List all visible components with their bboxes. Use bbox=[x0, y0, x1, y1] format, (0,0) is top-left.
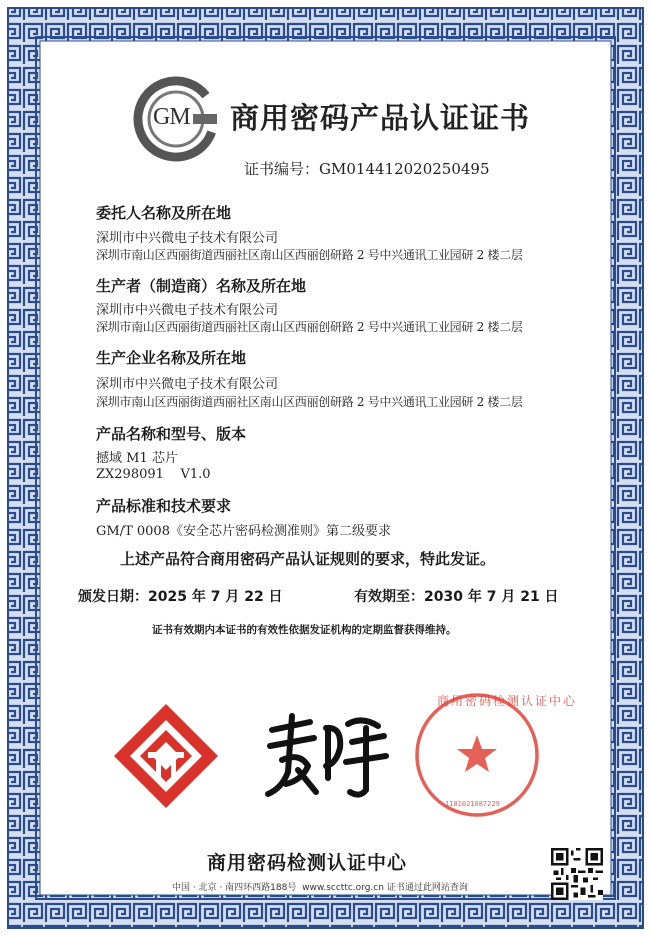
seal-text: 商用密码检测认证中心 bbox=[437, 694, 578, 708]
issue-date bbox=[78, 586, 283, 606]
standard-requirement: GM/T 0008《安全芯片密码检测准则》第二级要求 bbox=[96, 524, 391, 539]
product-name: 撼域 M1 芯片 bbox=[96, 451, 178, 466]
issuer-address: 中国 · 北京 · 南四环西路188号 bbox=[172, 883, 297, 893]
factory-address: 深圳市南山区西丽街道西丽社区南山区西丽创研路 2 号中兴通讯工业园研 2 楼二层 bbox=[96, 395, 523, 409]
client-address: 深圳市南山区西丽街道西丽社区南山区西丽创研路 2 号中兴通讯工业园研 2 楼二层 bbox=[96, 248, 523, 262]
factory-name: 深圳市中兴微电子技术有限公司 bbox=[96, 377, 279, 392]
issue-date-value: 2025 年 7 月 22 日 bbox=[148, 589, 283, 605]
expiry-date bbox=[354, 586, 559, 606]
conformity-statement: 上述产品符合商用密码产品认证规则的要求，特此发证。 bbox=[120, 550, 496, 568]
client-heading: 委托人名称及所在地 bbox=[96, 204, 232, 222]
product-heading: 产品名称和型号、版本 bbox=[96, 425, 247, 443]
seal-number: 1101021087229 bbox=[445, 800, 500, 808]
website-note: 证书通过此网站查询 bbox=[386, 883, 468, 893]
signature-icon bbox=[262, 708, 392, 804]
validity-note: 证书有效期内本证书的有效性依据发证机构的定期监督获得维持。 bbox=[152, 624, 457, 636]
certificate-number bbox=[244, 158, 490, 179]
certification-emblem-icon bbox=[110, 700, 222, 812]
certificate-number-value: GM014412020250495 bbox=[319, 160, 490, 178]
issue-date-label: 颁发日期： bbox=[78, 589, 148, 605]
factory-heading: 生产企业名称及所在地 bbox=[96, 349, 247, 367]
logo-text: GM bbox=[153, 104, 190, 130]
manufacturer-name: 深圳市中兴微电子技术有限公司 bbox=[96, 303, 279, 318]
client-name: 深圳市中兴微电子技术有限公司 bbox=[96, 231, 279, 246]
issuer-website[interactable]: www.sccttc.org.cn bbox=[302, 883, 384, 893]
expiry-date-value: 2030 年 7 月 21 日 bbox=[424, 589, 559, 605]
issuer-name: 商用密码检测认证中心 bbox=[207, 852, 408, 874]
qr-code-icon[interactable] bbox=[551, 848, 603, 900]
footer-info bbox=[172, 880, 468, 893]
product-model-version: ZX298091 V1.0 bbox=[96, 467, 211, 482]
certificate-number-label: 证书编号： bbox=[244, 160, 320, 178]
manufacturer-address: 深圳市南山区西丽街道西丽社区南山区西丽创研路 2 号中兴通讯工业园研 2 楼二层 bbox=[96, 320, 523, 334]
standard-heading: 产品标准和技术要求 bbox=[96, 497, 232, 515]
page-title: 商用密码产品认证证书 bbox=[230, 101, 531, 135]
expiry-date-label: 有效期至： bbox=[354, 589, 424, 605]
manufacturer-heading: 生产者（制造商）名称及所在地 bbox=[96, 277, 307, 295]
